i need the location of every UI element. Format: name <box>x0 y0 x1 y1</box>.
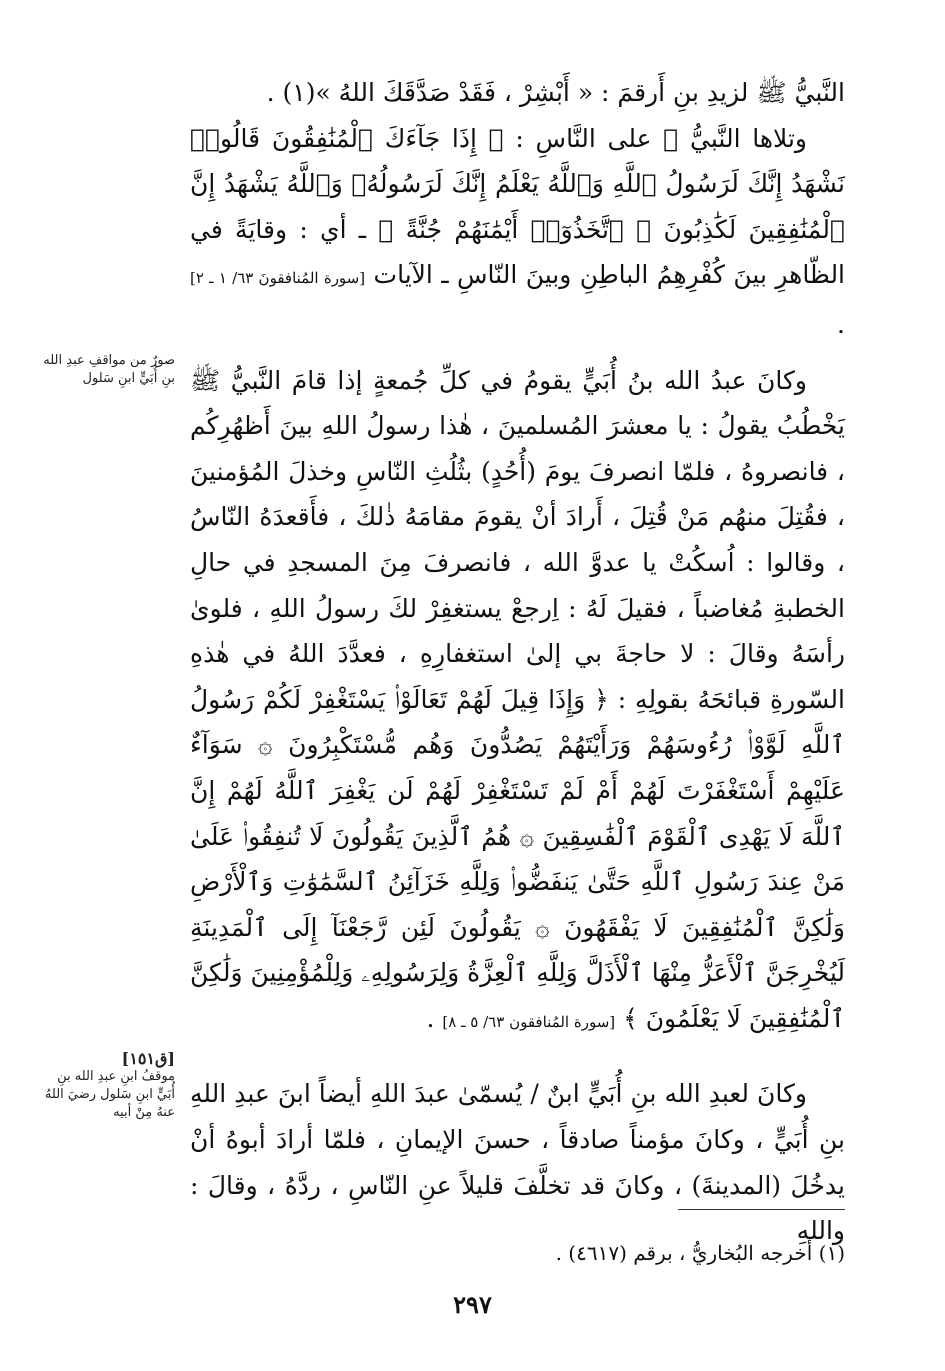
paragraph-2: وتلاها النَّبيُّ ﷺ على النَّاسِ : ﴿ إِذَا جَآءَكَ ٱلْمُنَٰفِقُونَ قَالُوا۟ نَشْهَدُ إِنَّكَ لَرَسُولُ ٱللَّهِ وَٱللَّهُ يَعْلَمُ إِنَّكَ لَرَسُولُهُۥ وَٱللَّهُ يَشْهَدُ إِنَّ ٱلْمُنَٰفِقِينَ لَكَٰذِبُونَ ۞ ٱتَّخَذُوٓا۟ أَيْمَٰنَهُمْ جُنَّةً ﴾ ـ أي : وقايَةً في الظّاهرِ بينَ كُفْرِهِمُ الباطِنِ وبينَ النّاسِ ـ الآيات [سورة المُنافقونَ ٦٣/ ١ ـ ٢] . <box>190 123 846 339</box>
footnote-divider <box>678 1209 845 1210</box>
footnote: (١) أخرجه البُخاريُّ ، برقم (٤٦١٧) . <box>555 1241 845 1265</box>
margin-note-2 <box>35 1050 175 1122</box>
main-text <box>190 70 845 1254</box>
paragraph-3-text: وكانَ عبدُ الله بنُ أُبَيٍّ يقومُ في كلِّ جُمعةٍ إذا قامَ النَّبيُّ ﷺ يَخْطُبُ يقولُ : يا معشرَ المُسلمينَ ، هٰذا رسولُ اللهِ بينَ أَظهُرِكُم ، فانصروهُ ، فلمّا انصرفَ يومَ (أُحُدٍ) بثُلُثِ النّاسِ وخذلَ المُؤمنينَ ، فقُتِلَ منهُم مَنْ قُتِلَ ، أَرادَ أنْ يقومَ مقامَهُ ذٰلكَ ، فأَقعدَهُ النّاسُ ، وقالوا : اُسكُتْ يا عدوَّ الله ، فانصرفَ مِنَ المسجدِ في حالِ الخطبةِ مُغاضباً ، فقيلَ لَهُ : اِرجعْ يستغفِرْ لكَ رسولُ اللهِ ، فلوىٰ رأسَهُ وقالَ : لا حاجةَ بي إلىٰ استغفارِهِ ، فعدَّدَ اللهُ في هٰذهِ السّورةِ قبائحَهُ بقولِهِ : ﴿ وَإِذَا قِيلَ لَهُمْ تَعَالَوْا۟ يَسْتَغْفِرْ لَكُمْ رَسُولُ ٱللَّهِ لَوَّوْا۟ رُءُوسَهُمْ وَرَأَيْتَهُمْ يَصُدُّونَ وَهُم مُّسْتَكْبِرُونَ ۞ سَوَآءٌ عَلَيْهِمْ أَسْتَغْفَرْتَ لَهُمْ أَمْ لَمْ تَسْتَغْفِرْ لَهُمْ لَن يَغْفِرَ ٱللَّهُ لَهُمْ إِنَّ ٱللَّهَ لَا يَهْدِى ٱلْقَوْمَ ٱلْفَٰسِقِينَ ۞ هُمُ ٱلَّذِينَ يَقُولُونَ لَا تُنفِقُوا۟ عَلَىٰ مَنْ عِندَ رَسُولِ ٱللَّهِ حَتَّىٰ يَنفَضُّوا۟ وَلِلَّهِ خَزَآئِنُ ٱلسَّمَٰوَٰتِ وَٱلْأَرْضِ وَلَٰكِنَّ ٱلْمُنَٰفِقِينَ لَا يَفْقَهُونَ ۞ يَقُولُونَ لَئِن رَّجَعْنَآ إِلَى ٱلْمَدِينَةِ لَيُخْرِجَنَّ ٱلْأَعَزُّ مِنْهَا ٱلْأَذَلَّ وَلِلَّهِ ٱلْعِزَّةُ وَلِرَسُولِهِۦ وَلِلْمُؤْمِنِينَ وَلَٰكِنَّ ٱلْمُنَٰفِقِينَ لَا يَعْلَمُونَ ﴾ <box>190 365 845 1033</box>
quran-reference-1: [سورة المُنافقونَ ٦٣/ ١ ـ ٢] <box>190 269 366 288</box>
margin-note-1: صورٌ من مواقفِ عبدِ الله بنِ أُبَيٍّ ابنِ سَلول <box>43 353 175 386</box>
paragraph-2-text: وتلاها النَّبيُّ ﷺ على النَّاسِ : ﴿ إِذَا جَآءَكَ ٱلْمُنَٰفِقُونَ قَالُوا۟ نَشْهَدُ إِنَّكَ لَرَسُولُ ٱللَّهِ وَٱللَّهُ يَعْلَمُ إِنَّكَ لَرَسُولُهُۥ وَٱللَّهُ يَشْهَدُ إِنَّ ٱلْمُنَٰفِقِينَ لَكَٰذِبُونَ ۞ ٱتَّخَذُوٓا۟ أَيْمَٰنَهُمْ جُنَّةً ﴾ ـ أي : وقايَةً في الظّاهرِ بينَ كُفْرِهِمُ الباطِنِ وبينَ النّاسِ ـ الآيات <box>190 123 846 290</box>
margin-note-2-text: موقفُ ابنِ عبدِ الله بنِ أُبَيٍّ ابنِ سَلول رضيَ اللهُ عنهُ مِنْ أبيه <box>44 1069 175 1120</box>
paragraph-4: وكانَ لعبدِ الله بنِ أُبَيٍّ ابنٌ / يُسمّىٰ عبدَ اللهِ أيضاً ابنَ عبدِ اللهِ بنِ أُبَيٍّ ، وكانَ مؤمناً صادقاً ، حسنَ الإيمانِ ، فلمّا أرادَ أبوهُ أنْ يدخُلَ (المدينةَ) ، وكانَ قد تخلَّفَ قليلاً عنِ النّاسِ ، ردَّهُ ، وقالَ : واللهِ <box>190 1079 845 1246</box>
paragraph-1: النَّبيُّ ﷺ لزيدِ بنِ أَرقمَ : « أَبْشِرْ ، فَقَدْ صَدَّقَكَ اللهُ »(١) . <box>266 78 845 107</box>
paragraph-3: وكانَ عبدُ الله بنُ أُبَيٍّ يقومُ في كلِّ جُمعةٍ إذا قامَ النَّبيُّ ﷺ يَخْطُبُ يقولُ : يا معشرَ المُسلمينَ ، هٰذا رسولُ اللهِ بينَ أَظهُرِكُم ، فانصروهُ ، فلمّا انصرفَ يومَ (أُحُدٍ) بثُلُثِ النّاسِ وخذلَ المُؤمنينَ ، فقُتِلَ منهُم مَنْ قُتِلَ ، أَرادَ أنْ يقومَ مقامَهُ ذٰلكَ ، فأَقعدَهُ النّاسُ ، وقالوا : اُسكُتْ يا عدوَّ الله ، فانصرفَ مِنَ المسجدِ في حالِ الخطبةِ مُغاضباً ، فقيلَ لَهُ : اِرجعْ يستغفِرْ لكَ رسولُ اللهِ ، فلوىٰ رأسَهُ وقالَ : لا حاجةَ بي إلىٰ استغفارِهِ ، فعدَّدَ اللهُ في هٰذهِ السّورةِ قبائحَهُ بقولِهِ : ﴿ وَإِذَا قِيلَ لَهُمْ تَعَالَوْا۟ يَسْتَغْفِرْ لَكُمْ رَسُولُ ٱللَّهِ لَوَّوْا۟ رُءُوسَهُمْ وَرَأَيْتَهُمْ يَصُدُّونَ وَهُم مُّسْتَكْبِرُونَ ۞ سَوَآءٌ عَلَيْهِمْ أَسْتَغْفَرْتَ لَهُمْ أَمْ لَمْ تَسْتَغْفِرْ لَهُمْ لَن يَغْفِرَ ٱللَّهُ لَهُمْ إِنَّ ٱللَّهَ لَا يَهْدِى ٱلْقَوْمَ ٱلْفَٰسِقِينَ ۞ هُمُ ٱلَّذِينَ يَقُولُونَ لَا تُنفِقُوا۟ عَلَىٰ مَنْ عِندَ رَسُولِ ٱللَّهِ حَتَّىٰ يَنفَضُّوا۟ وَلِلَّهِ خَزَآئِنُ ٱلسَّمَٰوَٰتِ وَٱلْأَرْضِ وَلَٰكِنَّ ٱلْمُنَٰفِقِينَ لَا يَفْقَهُونَ ۞ يَقُولُونَ لَئِن رَّجَعْنَآ إِلَى ٱلْمَدِينَةِ لَيُخْرِجَنَّ ٱلْأَعَزُّ مِنْهَا ٱلْأَذَلَّ وَلِلَّهِ ٱلْعِزَّةُ وَلِرَسُولِهِۦ وَلِلْمُؤْمِنِينَ وَلَٰكِنَّ ٱلْمُنَٰفِقِينَ لَا يَعْلَمُونَ ﴾ [سورة المُنافقون ٦٣/ ٥ ـ ٨] . <box>190 365 845 1033</box>
quran-reference-2: [سورة المُنافقون ٦٣/ ٥ ـ ٨] <box>442 1012 616 1031</box>
folio-marker: [ق١٥١] <box>121 1049 175 1068</box>
page-number: ٢٩٧ <box>453 1290 492 1319</box>
